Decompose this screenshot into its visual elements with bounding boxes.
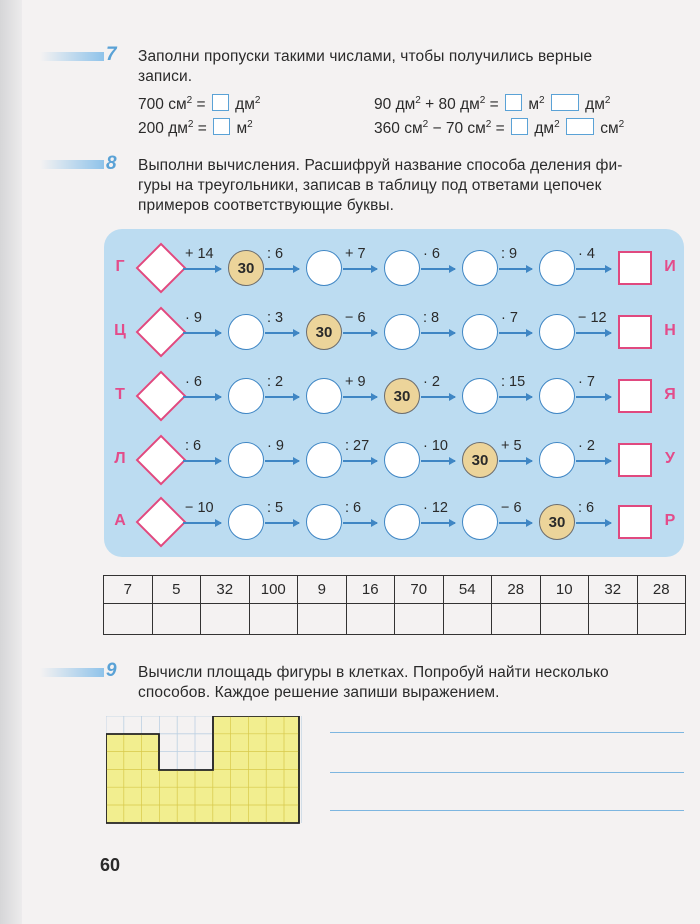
- chain-circle[interactable]: [539, 378, 575, 414]
- answer-letters-row: [104, 604, 686, 635]
- chain-arrow: [265, 460, 299, 462]
- answer-letter-cell[interactable]: [443, 604, 492, 635]
- answer-letter-cell[interactable]: [152, 604, 201, 635]
- chain-circle[interactable]: [539, 442, 575, 478]
- chain-arrow: [576, 396, 611, 398]
- answer-box[interactable]: [212, 94, 229, 111]
- chain-operation: · 4: [578, 246, 595, 262]
- task-7-bar: [40, 52, 104, 61]
- chain-circle[interactable]: [228, 504, 264, 540]
- chain-start-letter: Ц: [114, 322, 126, 339]
- chain-start-letter: А: [114, 512, 126, 529]
- chain-circle[interactable]: [306, 250, 342, 286]
- chain-operation: + 5: [501, 438, 522, 454]
- answer-letter-cell[interactable]: [346, 604, 395, 635]
- chain-operation: : 2: [267, 374, 284, 390]
- chain-operation: : 6: [578, 500, 595, 516]
- chain-circle[interactable]: 30: [228, 250, 264, 286]
- chain-operation: : 6: [185, 438, 202, 454]
- chain-operation: + 9: [345, 374, 366, 390]
- chain-circle[interactable]: [384, 314, 420, 350]
- chain-arrow: [421, 460, 455, 462]
- task-7-number: 7: [106, 44, 117, 65]
- answer-value-cell: 28: [492, 576, 541, 604]
- chain-operation: · 7: [501, 310, 518, 326]
- answer-box[interactable]: [213, 118, 230, 135]
- answer-value-cell: 16: [346, 576, 395, 604]
- chain-arrow: [576, 268, 611, 270]
- chain-operation: + 14: [185, 246, 214, 262]
- task-7-equation-3: 90 $дм^2 + 80$ $дм^2 = м^2$ $дм^2$: [374, 94, 611, 113]
- chain-end-letter: И: [664, 258, 676, 275]
- answer-line[interactable]: [330, 732, 684, 733]
- answer-value-cell: 54: [443, 576, 492, 604]
- chain-start-letter: Г: [115, 258, 125, 275]
- answer-value-cell: 70: [395, 576, 444, 604]
- chain-arrow: [499, 396, 532, 398]
- task-7-equation-1: 700 $см^2 = дм^2$: [138, 94, 261, 113]
- chain-operation: : 6: [267, 246, 284, 262]
- answer-letter-cell[interactable]: [637, 604, 686, 635]
- chain-arrow: [343, 522, 377, 524]
- chain-circle[interactable]: [539, 250, 575, 286]
- chain-operation: : 8: [423, 310, 440, 326]
- result-box[interactable]: [618, 251, 652, 285]
- chain-arrow: [499, 460, 532, 462]
- task-9-bar: [40, 668, 104, 677]
- chain-circle[interactable]: [384, 504, 420, 540]
- answer-value-cell: 10: [540, 576, 589, 604]
- answer-line[interactable]: [330, 772, 684, 773]
- chain-arrow: [343, 332, 377, 334]
- chain-operation: · 2: [578, 438, 595, 454]
- answer-letter-cell[interactable]: [540, 604, 589, 635]
- chain-circle[interactable]: [306, 504, 342, 540]
- result-box[interactable]: [618, 443, 652, 477]
- chain-arrow: [421, 396, 455, 398]
- chain-arrow: [499, 522, 532, 524]
- answer-line[interactable]: [330, 810, 684, 811]
- answer-value-cell: 32: [201, 576, 250, 604]
- result-box[interactable]: [618, 379, 652, 413]
- chain-operation: : 27: [345, 438, 370, 454]
- chain-operation: − 6: [501, 500, 522, 516]
- chain-arrow: [421, 268, 455, 270]
- chain-arrow: [265, 332, 299, 334]
- chain-end-letter: Я: [664, 386, 676, 403]
- chain-arrow: [343, 268, 377, 270]
- chain-end-letter: У: [665, 450, 675, 467]
- answer-box[interactable]: [511, 118, 528, 135]
- chain-operation: · 2: [423, 374, 440, 390]
- answer-letter-cell[interactable]: [249, 604, 298, 635]
- chain-operation: : 5: [267, 500, 284, 516]
- task-8-text: Выполни вычисления. Расшифруй название способа деления фи- гуры на треугольники, записав в таблицу под ответами цепочек примеров соответствующие буквы.: [138, 157, 623, 214]
- chain-circle[interactable]: [462, 378, 498, 414]
- chain-circle[interactable]: [306, 442, 342, 478]
- chain-circle[interactable]: [462, 314, 498, 350]
- page-number: 60: [100, 855, 121, 875]
- answer-letter-cell[interactable]: [298, 604, 347, 635]
- answer-letter-cell[interactable]: [395, 604, 444, 635]
- chain-circle[interactable]: 30: [306, 314, 342, 350]
- chain-circle[interactable]: [462, 250, 498, 286]
- chain-operation: · 6: [423, 246, 440, 262]
- chain-start-letter: Т: [115, 386, 125, 403]
- chain-arrow: [183, 460, 221, 462]
- answer-values-row: [104, 576, 686, 604]
- answer-box[interactable]: [505, 94, 522, 111]
- chain-operation: : 15: [501, 374, 526, 390]
- answer-table: [103, 575, 686, 635]
- chain-arrow: [343, 460, 377, 462]
- chain-arrow: [183, 522, 221, 524]
- task-7-text: Заполни пропуски такими числами, чтобы получились верные записи.: [138, 48, 593, 85]
- chain-start-letter: Л: [114, 450, 126, 467]
- chain-circle[interactable]: [384, 442, 420, 478]
- answer-letter-cell[interactable]: [492, 604, 541, 635]
- task-7-equation-2: 200 $дм^2 = м^2$: [138, 118, 253, 137]
- chain-arrow: [499, 332, 532, 334]
- chain-arrow: [343, 396, 377, 398]
- answer-value-cell: 5: [152, 576, 201, 604]
- chain-arrow: [576, 522, 611, 524]
- chain-end-letter: Р: [664, 512, 676, 529]
- chain-operation: · 12: [423, 500, 448, 516]
- result-box[interactable]: [618, 505, 652, 539]
- chain-circle[interactable]: [539, 314, 575, 350]
- chain-circle[interactable]: 30: [384, 378, 420, 414]
- chain-circle[interactable]: [306, 378, 342, 414]
- chain-operation: · 9: [185, 310, 202, 326]
- answer-value-cell: 9: [298, 576, 347, 604]
- chain-operation: · 7: [578, 374, 595, 390]
- answer-letter-cell[interactable]: [201, 604, 250, 635]
- chain-arrow: [265, 522, 299, 524]
- book-spine: [0, 0, 22, 924]
- task-9-text: Вычисли площадь фигуры в клетках. Попробуй найти несколько способов. Каждое решение запиши выражением.: [138, 664, 609, 701]
- chain-circle[interactable]: [228, 442, 264, 478]
- answer-value-cell: 32: [589, 576, 638, 604]
- chain-circle[interactable]: [462, 504, 498, 540]
- chain-operation: : 3: [267, 310, 284, 326]
- answer-value-cell: 28: [637, 576, 686, 604]
- answer-value-cell: 7: [104, 576, 153, 604]
- chain-circle[interactable]: [228, 314, 264, 350]
- chain-operation: : 6: [345, 500, 362, 516]
- chain-arrow: [421, 522, 455, 524]
- task-8-number: 8: [106, 153, 117, 174]
- answer-letter-cell[interactable]: [589, 604, 638, 635]
- chain-operation: − 6: [345, 310, 366, 326]
- chain-operation: · 10: [423, 438, 448, 454]
- chain-operation: · 6: [185, 374, 202, 390]
- chain-arrow: [421, 332, 455, 334]
- task-7-equation-4: 360 $см^2 - 70$ $см^2 = дм^2$ $см^2$: [374, 118, 625, 137]
- grid-figure: [106, 716, 302, 831]
- task-8-bar: [40, 160, 104, 169]
- chain-operation: − 10: [185, 500, 214, 516]
- chain-arrow: [265, 268, 299, 270]
- chain-circle[interactable]: [384, 250, 420, 286]
- result-box[interactable]: [618, 315, 652, 349]
- answer-letter-cell[interactable]: [104, 604, 153, 635]
- answer-box[interactable]: [566, 118, 594, 135]
- answer-value-cell: 100: [249, 576, 298, 604]
- chain-end-letter: Н: [664, 322, 676, 339]
- answer-box[interactable]: [551, 94, 579, 111]
- chain-arrow: [183, 268, 221, 270]
- figure-svg: [106, 716, 302, 826]
- chain-circle[interactable]: 30: [462, 442, 498, 478]
- chain-operation: − 12: [578, 310, 607, 326]
- chain-arrow: [499, 268, 532, 270]
- chain-arrow: [576, 332, 611, 334]
- chain-circle[interactable]: [228, 378, 264, 414]
- chain-arrow: [576, 460, 611, 462]
- chain-arrow: [183, 332, 221, 334]
- chain-operation: · 9: [267, 438, 284, 454]
- chain-arrow: [265, 396, 299, 398]
- chain-circle[interactable]: 30: [539, 504, 575, 540]
- chain-arrow: [183, 396, 221, 398]
- task-9-number: 9: [106, 660, 117, 681]
- chain-operation: + 7: [345, 246, 366, 262]
- chain-operation: : 9: [501, 246, 518, 262]
